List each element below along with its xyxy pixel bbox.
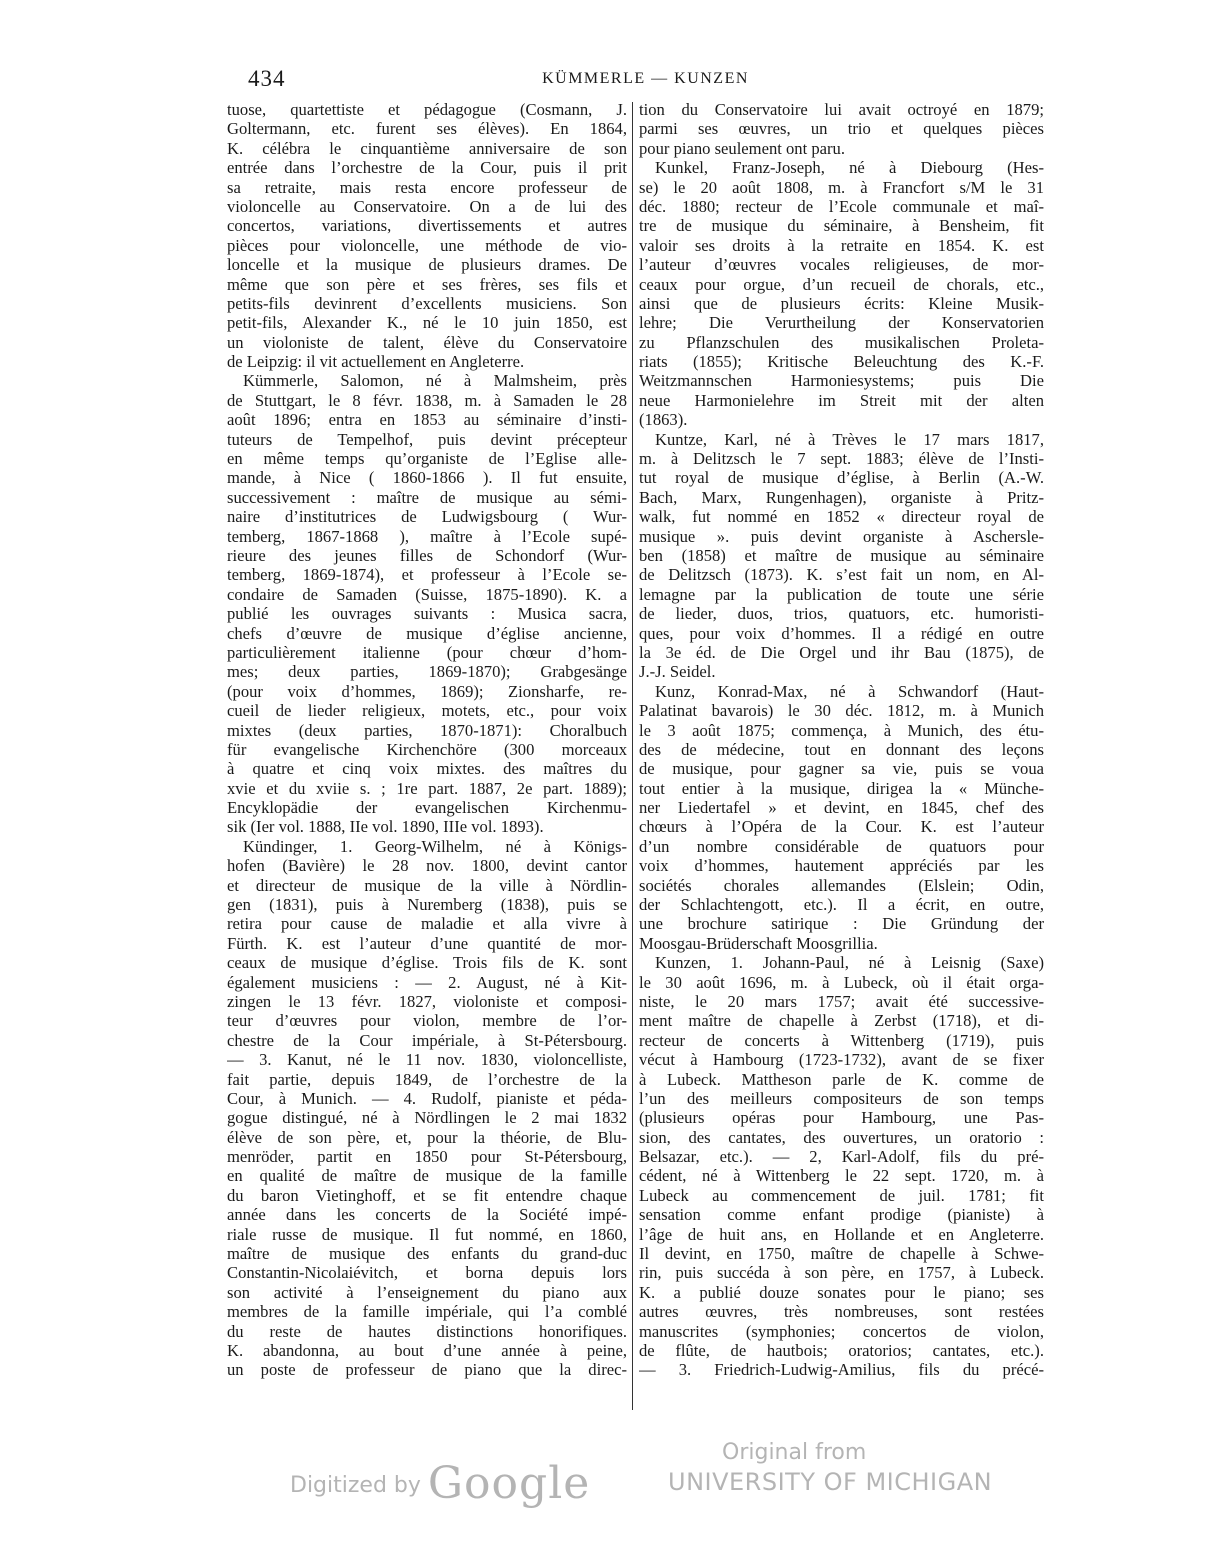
text-line: de Leipzig: il vit actuellement en Angleterre. xyxy=(227,352,525,372)
text-line: walk, fut nommé en 1852 « directeur royal de xyxy=(639,507,1044,527)
text-line: de lieder, duos, trios, quatuors, etc. humoristi- xyxy=(639,604,1044,624)
text-line: tut royal de musique d’église, à Berlin (A.-W. xyxy=(639,468,1044,488)
text-line: chœurs à l’Opéra de la Cour. K. est l’auteur xyxy=(639,817,1044,837)
text-line: sa retraite, mais resta encore professeur de xyxy=(227,177,627,197)
text-line: chefs d’œuvre de musique d’église ancienne, xyxy=(227,623,627,643)
text-line: août 1896; entra en 1853 au séminaire d’insti- xyxy=(227,410,627,430)
text-line: de Stuttgart, le 8 févr. 1838, m. à Samaden le 28 xyxy=(227,390,627,410)
text-line: Encyklopädie der evangelischen Kirchenmu- xyxy=(227,798,627,818)
text-line: parmi ses œuvres, un trio et quelques pièces xyxy=(639,119,1044,139)
text-line: son activité à l’enseignement du piano aux xyxy=(227,1282,627,1302)
text-line: d’un nombre considérable de quatuors pour xyxy=(639,836,1044,856)
text-line: mande, à Nice ( 1860-1866 ). Il fut ensuite, xyxy=(227,468,627,488)
text-line: petits-fils devinrent d’excellents musiciens. Son xyxy=(227,293,627,313)
text-line: également musiciens : — 2. August, né à Kit- xyxy=(227,972,627,992)
text-line: de musique, pour gagner sa vie, puis se voua xyxy=(639,759,1044,779)
text-line: autres œuvres, très nombreuses, sont restées xyxy=(639,1302,1044,1322)
text-line: publié les ouvrages suivants : Musica sacra, xyxy=(227,604,627,624)
text-line: vécut à Hambourg (1723-1732), avant de se fixer xyxy=(639,1050,1044,1070)
digitized-by-watermark xyxy=(290,1452,591,1509)
text-line: — 3. Friedrich-Ludwig-Amilius, fils du précé- xyxy=(639,1360,1044,1380)
text-line: sensation comme enfant prodige (pianiste) à xyxy=(639,1205,1044,1225)
text-line: et directeur de musique de la ville à Nördlin- xyxy=(227,875,627,895)
text-line: recteur de concerts à Wittenberg (1719), puis xyxy=(639,1030,1044,1050)
text-line: xvie et du xviie s. ; 1re part. 1887, 2e part. 1889); xyxy=(227,778,627,798)
text-line: à quatre et cinq voix mixtes. des maîtres du xyxy=(227,759,627,779)
text-line: für evangelische Kirchenchöre (300 morceaux xyxy=(227,739,627,759)
text-line: naire d’institutrices de Ludwigsbourg ( Wur- xyxy=(227,507,627,527)
text-line: ainsi que de plusieurs écrits: Kleine Musik- xyxy=(639,293,1044,313)
text-line: Il devint, en 1750, maître de chapelle à Schwe- xyxy=(639,1244,1044,1264)
text-line: der Schlachtengott, etc.). Il a écrit, en outre, xyxy=(639,895,1044,915)
text-line: menröder, partit en 1850 pour St-Pétersbourg, xyxy=(227,1147,627,1167)
text-line: cédent, né à Wittenberg le 22 sept. 1720, m. à xyxy=(639,1166,1044,1186)
text-line: gogue distingué, né à Nördlingen le 2 mai 1832 xyxy=(227,1108,627,1128)
institution-label: UNIVERSITY OF MICHIGAN xyxy=(668,1468,993,1496)
text-line: tuteurs de Tempelhof, puis devint précepteur xyxy=(227,429,627,449)
text-line: condaire de Samaden (Suisse, 1875-1890). K. a xyxy=(227,584,627,604)
text-line: Kündinger, 1. Georg-Wilhelm, né à Königs- xyxy=(243,836,627,856)
text-line: tion du Conservatoire lui avait octroyé en 1879; xyxy=(639,100,1044,119)
text-line: en même temps qu’organiste de l’Eglise alle- xyxy=(227,449,627,469)
text-line: (1863). xyxy=(639,410,688,430)
text-line: musique ». puis devint organiste à Aschersle- xyxy=(639,526,1044,546)
text-line: concertos, variations, divertissements et autres xyxy=(227,216,627,236)
page-number: 434 xyxy=(248,66,286,91)
text-line: temberg, 1869-1874), et professeur à l’Ecole se- xyxy=(227,565,627,585)
text-line: même que son père et ses frères, ses fils et xyxy=(227,274,627,294)
text-line: année dans les concerts de la Société impé- xyxy=(227,1205,627,1225)
text-line: fait partie, depuis 1849, de l’orchestre de la xyxy=(227,1069,627,1089)
running-title: KÜMMERLE — KUNZEN xyxy=(542,70,749,87)
digitized-by-label: Digitized by xyxy=(290,1473,421,1498)
text-line: mes; deux parties, 1869-1870); Grabgesänge xyxy=(227,662,627,682)
text-line: Belsazar, etc.). — 2, Karl-Adolf, fils du pré- xyxy=(639,1147,1044,1167)
text-line: zingen le 13 févr. 1827, violoniste et composi- xyxy=(227,991,627,1011)
text-line: hofen (Bavière) le 28 nov. 1800, devint cantor xyxy=(227,856,627,876)
text-line: sik (Ier vol. 1888, IIe vol. 1890, IIIe vol. 1893). xyxy=(227,817,544,837)
text-line: Constantin-Nicolaiévitch, et borna depuis lors xyxy=(227,1263,627,1283)
text-line: particulièrement italienne (pour chœur d’hom- xyxy=(227,642,627,662)
text-line: Fürth. K. est l’auteur d’une quantité de mor- xyxy=(227,933,627,953)
text-line: une brochure satirique : Die Gründung der xyxy=(639,914,1044,934)
text-line: loncelle et la musique de plusieurs drames. De xyxy=(227,255,627,275)
text-line: voix d’hommes, hautement appréciés par les xyxy=(639,856,1044,876)
column-divider xyxy=(632,102,633,1410)
text-line: — 3. Kanut, né le 11 nov. 1830, violoncelliste, xyxy=(227,1050,627,1070)
text-line: pièces pour violoncelle, une méthode de vio- xyxy=(227,235,627,255)
google-logo: Google xyxy=(427,1458,591,1509)
text-line: pour piano seulement ont paru. xyxy=(639,138,845,158)
text-line: de flûte, de hautbois; oratorios; cantates, etc.). xyxy=(639,1341,1044,1360)
text-line: retira pour cause de maladie et alla vivre à xyxy=(227,914,627,934)
text-line: teur d’œuvres pour violon, membre de l’or- xyxy=(227,1011,627,1031)
original-from-label: Original from xyxy=(722,1440,867,1465)
text-line: riale russe de musique. Il fut nommé, en 1860, xyxy=(227,1224,627,1244)
text-line: du baron Vietinghoff, et se fit entendre chaque xyxy=(227,1185,627,1205)
text-line: chestre de la Cour impériale, à St-Pétersbourg. xyxy=(227,1030,627,1050)
text-line: Kümmerle, Salomon, né à Malmsheim, près xyxy=(243,371,627,391)
text-line: successivement : maître de musique au sémi- xyxy=(227,487,627,507)
text-line: Kunzen, 1. Johann-Paul, né à Leisnig (Saxe) xyxy=(655,953,1044,973)
text-line: lemagne par la publication de toute une série xyxy=(639,584,1044,604)
text-line: du reste de hautes distinctions honorifiques. xyxy=(227,1321,627,1341)
text-line: ben (1858) et maître de musique au séminaire xyxy=(639,545,1044,565)
text-line: se) le 20 août 1808, m. à Francfort s/M le 31 xyxy=(639,177,1044,197)
text-line: Kuntze, Karl, né à Trèves le 17 mars 1817, xyxy=(655,429,1044,449)
text-line: valoir ses droits à la retraite en 1854. K. est xyxy=(639,235,1044,255)
text-line: tuose, quartettiste et pédagogue (Cosmann, J. xyxy=(227,100,627,119)
text-line: K. célébra le cinquantième anniversaire de son xyxy=(227,138,627,158)
text-line: sociétés chorales allemandes (Elslein; Odin, xyxy=(639,875,1044,895)
text-line: Palatinat bavarois) le 30 déc. 1812, m. à Munich xyxy=(639,701,1044,721)
text-line: tout entier à la musique, dirigea la « Münche- xyxy=(639,778,1044,798)
text-line: le 3 août 1875; commença, à Munich, des étu- xyxy=(639,720,1044,740)
text-line: Bach, Marx, Rungenhagen), organiste à Pritz- xyxy=(639,487,1044,507)
text-line: tre de musique du séminaire, à Bensheim, fit xyxy=(639,216,1044,236)
text-line: déc. 1880; recteur de l’Ecole communale et maî- xyxy=(639,196,1044,216)
text-line: temberg, 1867-1868 ), maître à l’Ecole supé- xyxy=(227,526,627,546)
text-line: à Lubeck. Mattheson parle de K. comme de xyxy=(639,1069,1044,1089)
text-line: (plusieurs opéras pour Hambourg, une Pas- xyxy=(639,1108,1044,1128)
text-line: l’auteur d’œuvres vocales religieuses, de mor- xyxy=(639,255,1044,275)
text-line: des de médecine, tout en donnant des leçons xyxy=(639,739,1044,759)
text-line: Cour, à Munich. — 4. Rudolf, pianiste et péda- xyxy=(227,1088,627,1108)
text-line: mixtes (deux parties, 1870-1871): Choralbuch xyxy=(227,720,627,740)
page-header xyxy=(248,66,1043,94)
text-line: manuscrites (symphonies; concertos de violon, xyxy=(639,1321,1044,1341)
text-line: maître de musique des enfants du grand-duc xyxy=(227,1244,627,1264)
text-line: Weitzmannschen Harmoniesystems; puis Die xyxy=(639,371,1044,391)
text-line: violoncelle au Conservatoire. On a de lui des xyxy=(227,196,627,216)
text-line: cueil de lieder religieux, motets, etc., pour voix xyxy=(227,701,627,721)
text-line: J.-J. Seidel. xyxy=(639,662,716,682)
text-line: la 3e éd. de Die Orgel und ihr Bau (1875), de xyxy=(639,642,1044,662)
text-line: l’âge de huit ans, en Hollande et en Angleterre. xyxy=(639,1224,1044,1244)
text-line: l’un des meilleurs compositeurs de son temps xyxy=(639,1088,1044,1108)
text-line: le 30 août 1696, m. à Lubeck, où il était orga- xyxy=(639,972,1044,992)
text-line: rieure des jeunes filles de Schondorf (Wur- xyxy=(227,545,627,565)
text-line: niste, le 20 mars 1757; avait été successive- xyxy=(639,991,1044,1011)
text-line: membres de la famille impériale, qui l’a comblé xyxy=(227,1302,627,1322)
text-line: zu Pflanzschulen des musikalischen Proleta- xyxy=(639,332,1044,352)
text-line: gen (1831), puis à Nuremberg (1838), puis se xyxy=(227,895,627,915)
text-line: m. à Delitzsch le 7 sept. 1883; élève de l’Insti- xyxy=(639,449,1044,469)
text-line: ment maître de chapelle à Zerbst (1718), et di- xyxy=(639,1011,1044,1031)
text-line: entrée dans l’orchestre de la Cour, puis il prit xyxy=(227,158,627,178)
text-line: Goltermann, etc. furent ses élèves). En 1864, xyxy=(227,119,627,139)
text-line: élève de son père, et, pour la théorie, de Blu- xyxy=(227,1127,627,1147)
text-line: en qualité de maître de musique de la famille xyxy=(227,1166,627,1186)
text-line: Moosgau-Brüderschaft Moosgrillia. xyxy=(639,933,878,953)
text-line: un violoniste de talent, élève du Conservatoire xyxy=(227,332,627,352)
text-line: petit-fils, Alexander K., né le 10 juin 1850, est xyxy=(227,313,627,333)
text-line: riats (1855); Kritische Beleuchtung des K.-F. xyxy=(639,352,1044,372)
text-line: sion, des cantates, des ouvertures, un oratorio : xyxy=(639,1127,1044,1147)
text-line: (pour voix d’hommes, 1869); Zionsharfe, re- xyxy=(227,681,627,701)
text-line: de Delitzsch (1873). K. s’est fait un nom, en Al- xyxy=(639,565,1044,585)
text-line: ques, pour voix d’hommes. Il a rédigé en outre xyxy=(639,623,1044,643)
text-line: ceaux pour orgue, d’un recueil de chorals, etc., xyxy=(639,274,1044,294)
left-column xyxy=(227,100,627,1380)
text-line: ner Liedertafel » et devint, en 1845, chef des xyxy=(639,798,1044,818)
right-column xyxy=(639,100,1044,1380)
text-line: un poste de professeur de piano que la direc- xyxy=(227,1360,627,1380)
text-line: rin, puis succéda à son père, en 1757, à Lubeck. xyxy=(639,1263,1044,1283)
text-line: K. a publié douze sonates pour le piano; ses xyxy=(639,1282,1044,1302)
text-line: lehre; Die Verurtheilung der Konservatorien xyxy=(639,313,1044,333)
text-line: Lubeck au commencement de juil. 1781; fit xyxy=(639,1185,1044,1205)
text-line: neue Harmonielehre im Streit mit der alten xyxy=(639,390,1044,410)
text-line: Kunkel, Franz-Joseph, né à Diebourg (Hes- xyxy=(655,158,1044,178)
digitization-footer xyxy=(0,1438,1207,1508)
text-line: Kunz, Konrad-Max, né à Schwandorf (Haut- xyxy=(655,681,1044,701)
text-line: ceaux de musique d’église. Trois fils de K. sont xyxy=(227,953,627,973)
text-line: K. abandonna, au bout d’une année à peine, xyxy=(227,1341,627,1360)
